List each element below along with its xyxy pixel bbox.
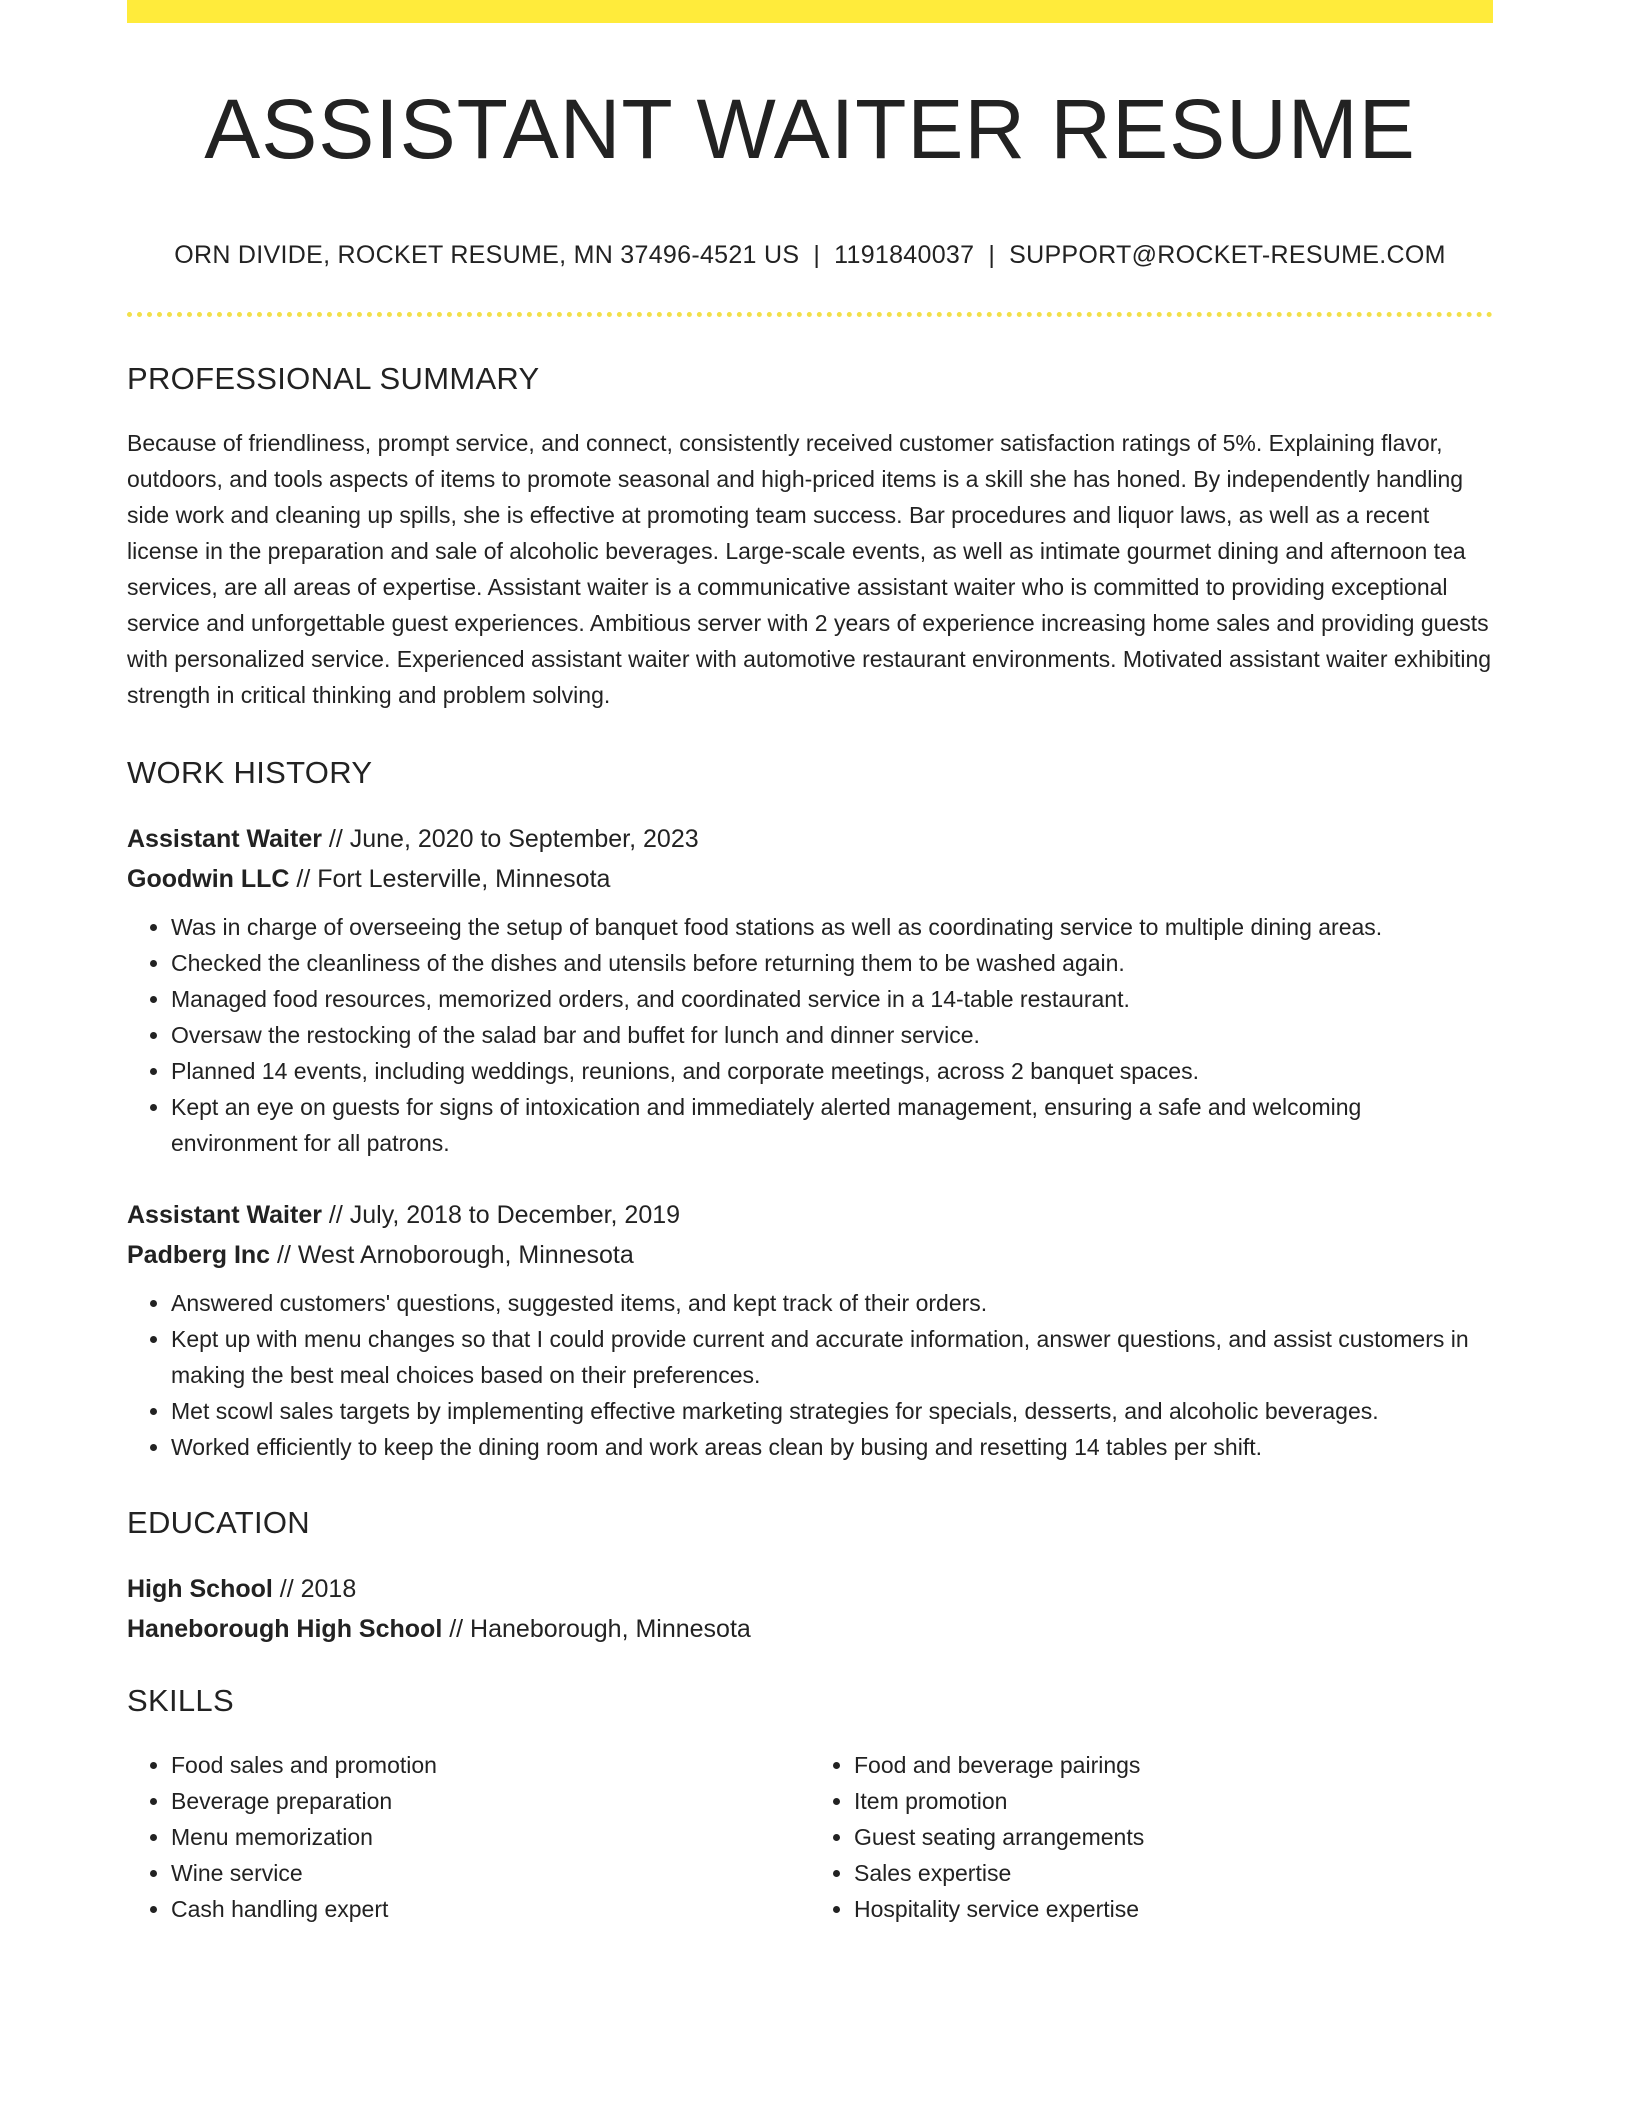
job-bullet: • Kept up with menu changes so that I could provide current and accurate information, answer questions, and assist customers in making the best meal choices based on their preferences.	[171, 1321, 1493, 1393]
education-year: // 2018	[272, 1575, 357, 1604]
skills-left-list	[127, 1747, 810, 1927]
education-degree: High School	[127, 1575, 273, 1604]
education-school: Haneborough High School	[127, 1615, 443, 1644]
skill-item: • Beverage preparation	[171, 1783, 810, 1819]
job-entry	[127, 1195, 1493, 1465]
job-bullet: • Oversaw the restocking of the salad bar and buffet for lunch and dinner service.	[171, 1017, 1493, 1053]
summary-text: Because of friendliness, prompt service, and connect, consistently received customer satisfaction ratings of 5%. Explaining flavor, outdoors, and tools aspects of items to promote seasonal and high-priced items is a skill she has honed. By independently handling side work and cleaning up spills, she is effective at promoting team success. Bar procedures and liquor laws, as well as a recent license in the preparation and sale of alcoholic beverages. Large-scale events, as well as intimate gourmet dining and afternoon tea services, are all areas of expertise. Assistant waiter is a communicative assistant waiter who is committed to providing exceptional service and unforgettable guest experiences. Ambitious server with 2 years of experience increasing home sales and providing guests with personalized service. Experienced assistant waiter with automotive restaurant environments. Motivated assistant waiter exhibiting strength in critical thinking and problem solving.	[127, 430, 1492, 709]
resume-page	[127, 0, 1493, 1927]
skill-item: • Cash handling expert	[171, 1891, 810, 1927]
job-role: Assistant Waiter	[127, 1201, 322, 1230]
top-accent-bar	[127, 0, 1493, 23]
skill-item: • Item promotion	[854, 1783, 1493, 1819]
skills-heading: SKILLS	[127, 1683, 234, 1719]
job-bullet: • Met scowl sales targets by implementing effective marketing strategies for specials, desserts, and alcoholic beverages.	[171, 1393, 1493, 1429]
job-title-line	[127, 819, 1493, 859]
job-bullet: • Kept an eye on guests for signs of intoxication and immediately alerted management, ensuring a safe and welcoming environment for all patrons.	[171, 1089, 1493, 1161]
work-history-heading: WORK HISTORY	[127, 755, 373, 791]
resume-title: ASSISTANT WAITER RESUME	[204, 82, 1416, 176]
skill-item: • Guest seating arrangements	[854, 1819, 1493, 1855]
job-location: // Fort Lesterville, Minnesota	[289, 865, 611, 894]
job-bullets	[127, 909, 1493, 1161]
skill-item: • Food and beverage pairings	[854, 1747, 1493, 1783]
job-bullet: • Planned 14 events, including weddings, reunions, and corporate meetings, across 2 banquet spaces.	[171, 1053, 1493, 1089]
skills-right-list	[810, 1747, 1493, 1927]
job-company: Goodwin LLC	[127, 865, 290, 894]
education-location: // Haneborough, Minnesota	[442, 1615, 751, 1644]
contact-address: ORN DIVIDE, ROCKET RESUME, MN 37496-4521 US	[174, 241, 800, 270]
contact-separator: |	[988, 241, 996, 270]
job-title-line	[127, 1195, 1493, 1235]
education-heading: EDUCATION	[127, 1505, 310, 1541]
skill-item: • Hospitality service expertise	[854, 1891, 1493, 1927]
job-role: Assistant Waiter	[127, 825, 322, 854]
education-degree-line	[127, 1569, 1493, 1609]
job-bullet: • Worked efficiently to keep the dining room and work areas clean by busing and resetting 14 tables per shift.	[171, 1429, 1493, 1465]
skill-item: • Wine service	[171, 1855, 810, 1891]
job-bullets	[127, 1285, 1493, 1465]
dotted-divider	[127, 312, 1493, 317]
contact-line	[127, 241, 1493, 270]
job-dates: // July, 2018 to December, 2019	[321, 1201, 681, 1230]
job-bullet: • Managed food resources, memorized orders, and coordinated service in a 14-table restaurant.	[171, 981, 1493, 1017]
contact-phone: 1191840037	[834, 241, 975, 270]
job-company-line	[127, 859, 1493, 899]
job-dates: // June, 2020 to September, 2023	[321, 825, 699, 854]
job-location: // West Arnoborough, Minnesota	[270, 1241, 634, 1270]
skill-item: • Food sales and promotion	[171, 1747, 810, 1783]
job-bullet: • Answered customers' questions, suggested items, and kept track of their orders.	[171, 1285, 1493, 1321]
job-company-line	[127, 1235, 1493, 1275]
contact-separator: |	[813, 241, 821, 270]
summary-heading: PROFESSIONAL SUMMARY	[127, 361, 540, 397]
job-bullet: • Was in charge of overseeing the setup of banquet food stations as well as coordinating service to multiple dining areas.	[171, 909, 1493, 945]
skills-columns	[127, 1747, 1493, 1927]
skill-item: • Menu memorization	[171, 1819, 810, 1855]
education-school-line	[127, 1609, 1493, 1649]
skill-item: • Sales expertise	[854, 1855, 1493, 1891]
job-company: Padberg Inc	[127, 1241, 271, 1270]
contact-email: SUPPORT@ROCKET-RESUME.COM	[1009, 241, 1446, 270]
job-bullet: • Checked the cleanliness of the dishes and utensils before returning them to be washed again.	[171, 945, 1493, 981]
job-entry	[127, 819, 1493, 1161]
